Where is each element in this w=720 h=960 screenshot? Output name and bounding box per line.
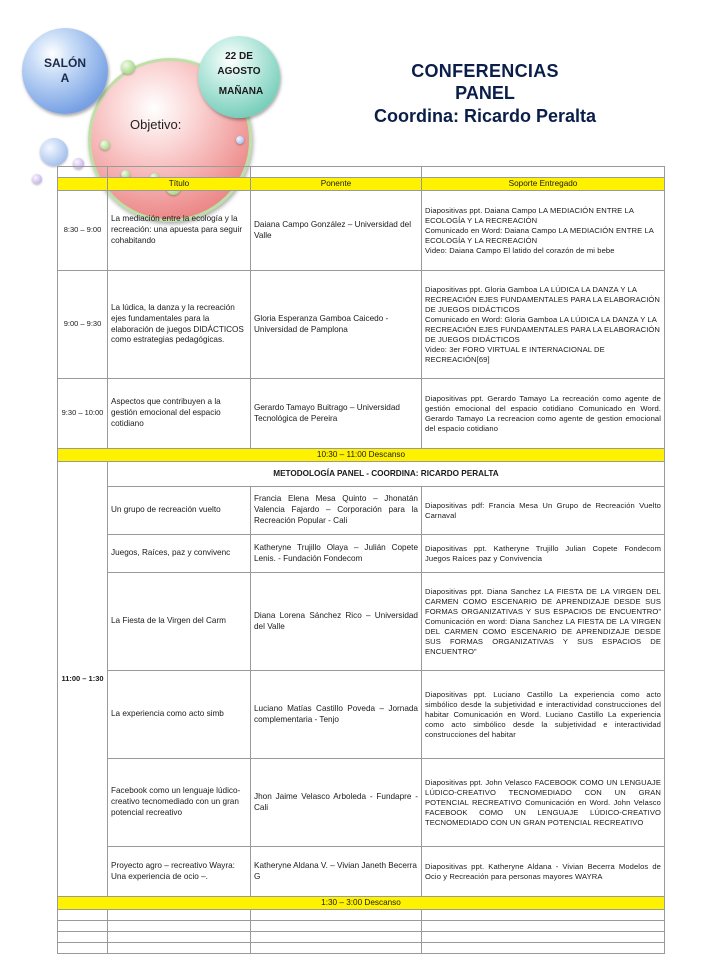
table-row [58,943,665,954]
schedule-table [57,166,665,954]
fecha-day: 22 DE [225,51,253,62]
decor-dot [100,140,110,150]
soporte-cell: Diapositivas ppt. Katheryne Aldana - Vivian Becerra Modelos de Ocio y Recreación para personas mayores WAYRA [422,847,665,897]
table-row [58,379,665,449]
header-soporte: Soporte Entregado [422,178,665,191]
titulo-cell: Juegos, Raíces, paz y convivenc [108,535,251,573]
table-row [58,759,665,847]
title-panel: PANEL [455,83,515,103]
title-coordina: Coordina: Ricardo Peralta [373,106,597,126]
page-title [340,60,630,128]
soporte-line: Video: Daiana Campo El latido del corazón de mi bebe [425,245,615,255]
table-row [58,921,665,932]
panel-time-cell: 11:00 – 1:30 [58,462,108,897]
titulo-cell: La experiencia como acto simb [108,671,251,759]
fecha-bubble [198,36,280,118]
soporte-line: Video: 3er FORO VIRTUAL E INTERNACIONAL DE RECREACIÓN[69] [425,344,605,364]
table-row [58,271,665,379]
decor-dot [40,138,68,166]
titulo-cell: Proyecto agro – recreativo Wayra: Una experiencia de ocio –. [108,847,251,897]
salon-bubble [22,28,108,114]
time-cell: 9:00 – 9:30 [58,271,108,379]
titulo-cell: Un grupo de recreación vuelto [108,487,251,535]
table-row [58,191,665,271]
break-row [58,449,665,462]
soporte-cell [422,191,665,271]
ponente-cell: Gloria Esperanza Gamboa Caicedo - Universidad de Pamplona [251,271,422,379]
table-row [58,535,665,573]
ponente-cell: Francia Elena Mesa Quinto – Jhonatán Valencia Fajardo – Corporación para la Recreación Popular - Cali [251,487,422,535]
table-row [58,910,665,921]
ponente-cell: Gerardo Tamayo Buitrago – Universidad Tecnológica de Pereira [251,379,422,449]
decor-dot [121,60,135,74]
titulo-cell: La lúdica, la danza y la recreación ejes fundamentales para la elaboración de juegos DIDÁCTICOS como estrategias pedagógicas. [108,271,251,379]
table-row [58,167,665,178]
ponente-cell: Luciano Matías Castillo Poveda – Jornada complementaria - Tenjo [251,671,422,759]
break-row [58,897,665,910]
soporte-cell [422,271,665,379]
table-row [58,932,665,943]
decor-dot [236,136,244,144]
soporte-cell: Diapositivas ppt. Gerardo Tamayo La recreación como agente de gestión emocional del espacio cotidiano Comunicado en Word. Gerardo Tamayo La recreacion como agente de gestion emocional del espacio cotidiano [422,379,665,449]
titulo-cell: La Fiesta de la Virgen del Carm [108,573,251,671]
table-row [58,573,665,671]
break-label: 1:30 – 3:00 Descanso [58,897,665,910]
objetivo-label: Objetivo: [130,117,182,132]
fecha-session: MAÑANA [218,86,264,97]
section-title-row [58,462,665,487]
salon-letter: A [60,71,70,85]
salon-label: SALÓN [44,56,86,70]
ponente-cell: Katheryne Trujillo Olaya – Julián Copete Lenis. - Fundación Fondecom [251,535,422,573]
soporte-cell: Diapositivas ppt. Katheryne Trujillo Julian Copete Fondecom Juegos Raíces paz y Convivencia [422,535,665,573]
table-row [58,847,665,897]
table-header-row [58,178,665,191]
soporte-cell: Diapositivas ppt. Luciano Castillo La experiencia como acto simbólico desde la subjetividad e interactividad construcciones del habitar Comunicación en Word. Luciano Castillo La experiencia como acto simbólico desde la subjetividad e interactividad construcciones del habitar [422,671,665,759]
soporte-line: Comunicado en Word: Gloria Gamboa LA LÚDICA LA DANZA Y LA RECREACIÓN EJES FUNDAMENTALES PARA LA ELABORACIÓN DE JUEGOS DIDÁCTICOS [425,314,661,344]
fecha-month: AGOSTO [217,66,261,77]
table-row [58,487,665,535]
soporte-line: Diapositivas ppt. Daiana Campo LA MEDIACIÓN ENTRE LA ECOLOGÍA Y LA RECREACIÓN [425,205,634,225]
table-row [58,671,665,759]
ponente-cell: Daiana Campo González – Universidad del Valle [251,191,422,271]
ponente-cell: Diana Lorena Sánchez Rico – Universidad del Valle [251,573,422,671]
time-cell: 9:30 – 10:00 [58,379,108,449]
titulo-cell: Facebook como un lenguaje lúdico-creativo tecnomediado con un gran potencial recreativo [108,759,251,847]
soporte-cell: Diapositivas ppt. Diana Sanchez LA FIESTA DE LA VIRGEN DEL CARMEN COMO ESCENARIO DE APRENDIZAJE DESDE SUS FORMAS ORGANIZATIVAS Y SUS ESPACIOS DE ENCUENTRO” Comunicación en word: Diana Sanchez LA FIESTA DE LA VIRGEN DEL CARMEN COMO ESCENARIO DE APRENDIZAJE DESDE SUS FORMAS ORGANIZATIVAS Y SUS ESPACIOS DE ENCUENTRO” [422,573,665,671]
break-label: 10:30 – 11:00 Descanso [58,449,665,462]
soporte-cell: Diapositivas pdf: Francia Mesa Un Grupo de Recreación Vuelto Carnaval [422,487,665,535]
header-ponente: Ponente [251,178,422,191]
title-conferencias: CONFERENCIAS [411,61,559,81]
decor-dot [32,174,42,184]
titulo-cell: Aspectos que contribuyen a la gestión emocional del espacio cotidiano [108,379,251,449]
soporte-cell: Diapositivas ppt. John Velasco FACEBOOK COMO UN LENGUAJE LÚDICO-CREATIVO TECNOMEDIADO CON UN GRAN POTENCIAL RECREATIVO Comunicación en Word. John Velasco FACEBOOK COMO UN LENGUAJE LÚDICO-CREATIVO TECNOMEDIADO CON UN GRAN POTENCIAL RECREATIVO [422,759,665,847]
section-title: METODOLOGÍA PANEL - COORDINA: RICARDO PERALTA [108,462,665,487]
ponente-cell: Katheryne Aldana V. – Vivian Janeth Becerra G [251,847,422,897]
time-cell: 8:30 – 9:00 [58,191,108,271]
header-time [58,178,108,191]
header-titulo: Título [108,178,251,191]
ponente-cell: Jhon Jaime Velasco Arboleda - Fundapre - Cali [251,759,422,847]
soporte-line: Diapositivas ppt. Gloria Gamboa LA LÚDICA LA DANZA Y LA RECREACIÓN EJES FUNDAMENTALES PARA LA ELABORACIÓN DE JUEGOS DIDÁCTICOS [425,284,661,314]
titulo-cell: La mediación entre la ecología y la recreación: una apuesta para seguir cohabitando [108,191,251,271]
soporte-line: Comunicado en Word: Daiana Campo LA MEDIACIÓN ENTRE LA ECOLOGÍA Y LA RECREACIÓN [425,225,654,245]
